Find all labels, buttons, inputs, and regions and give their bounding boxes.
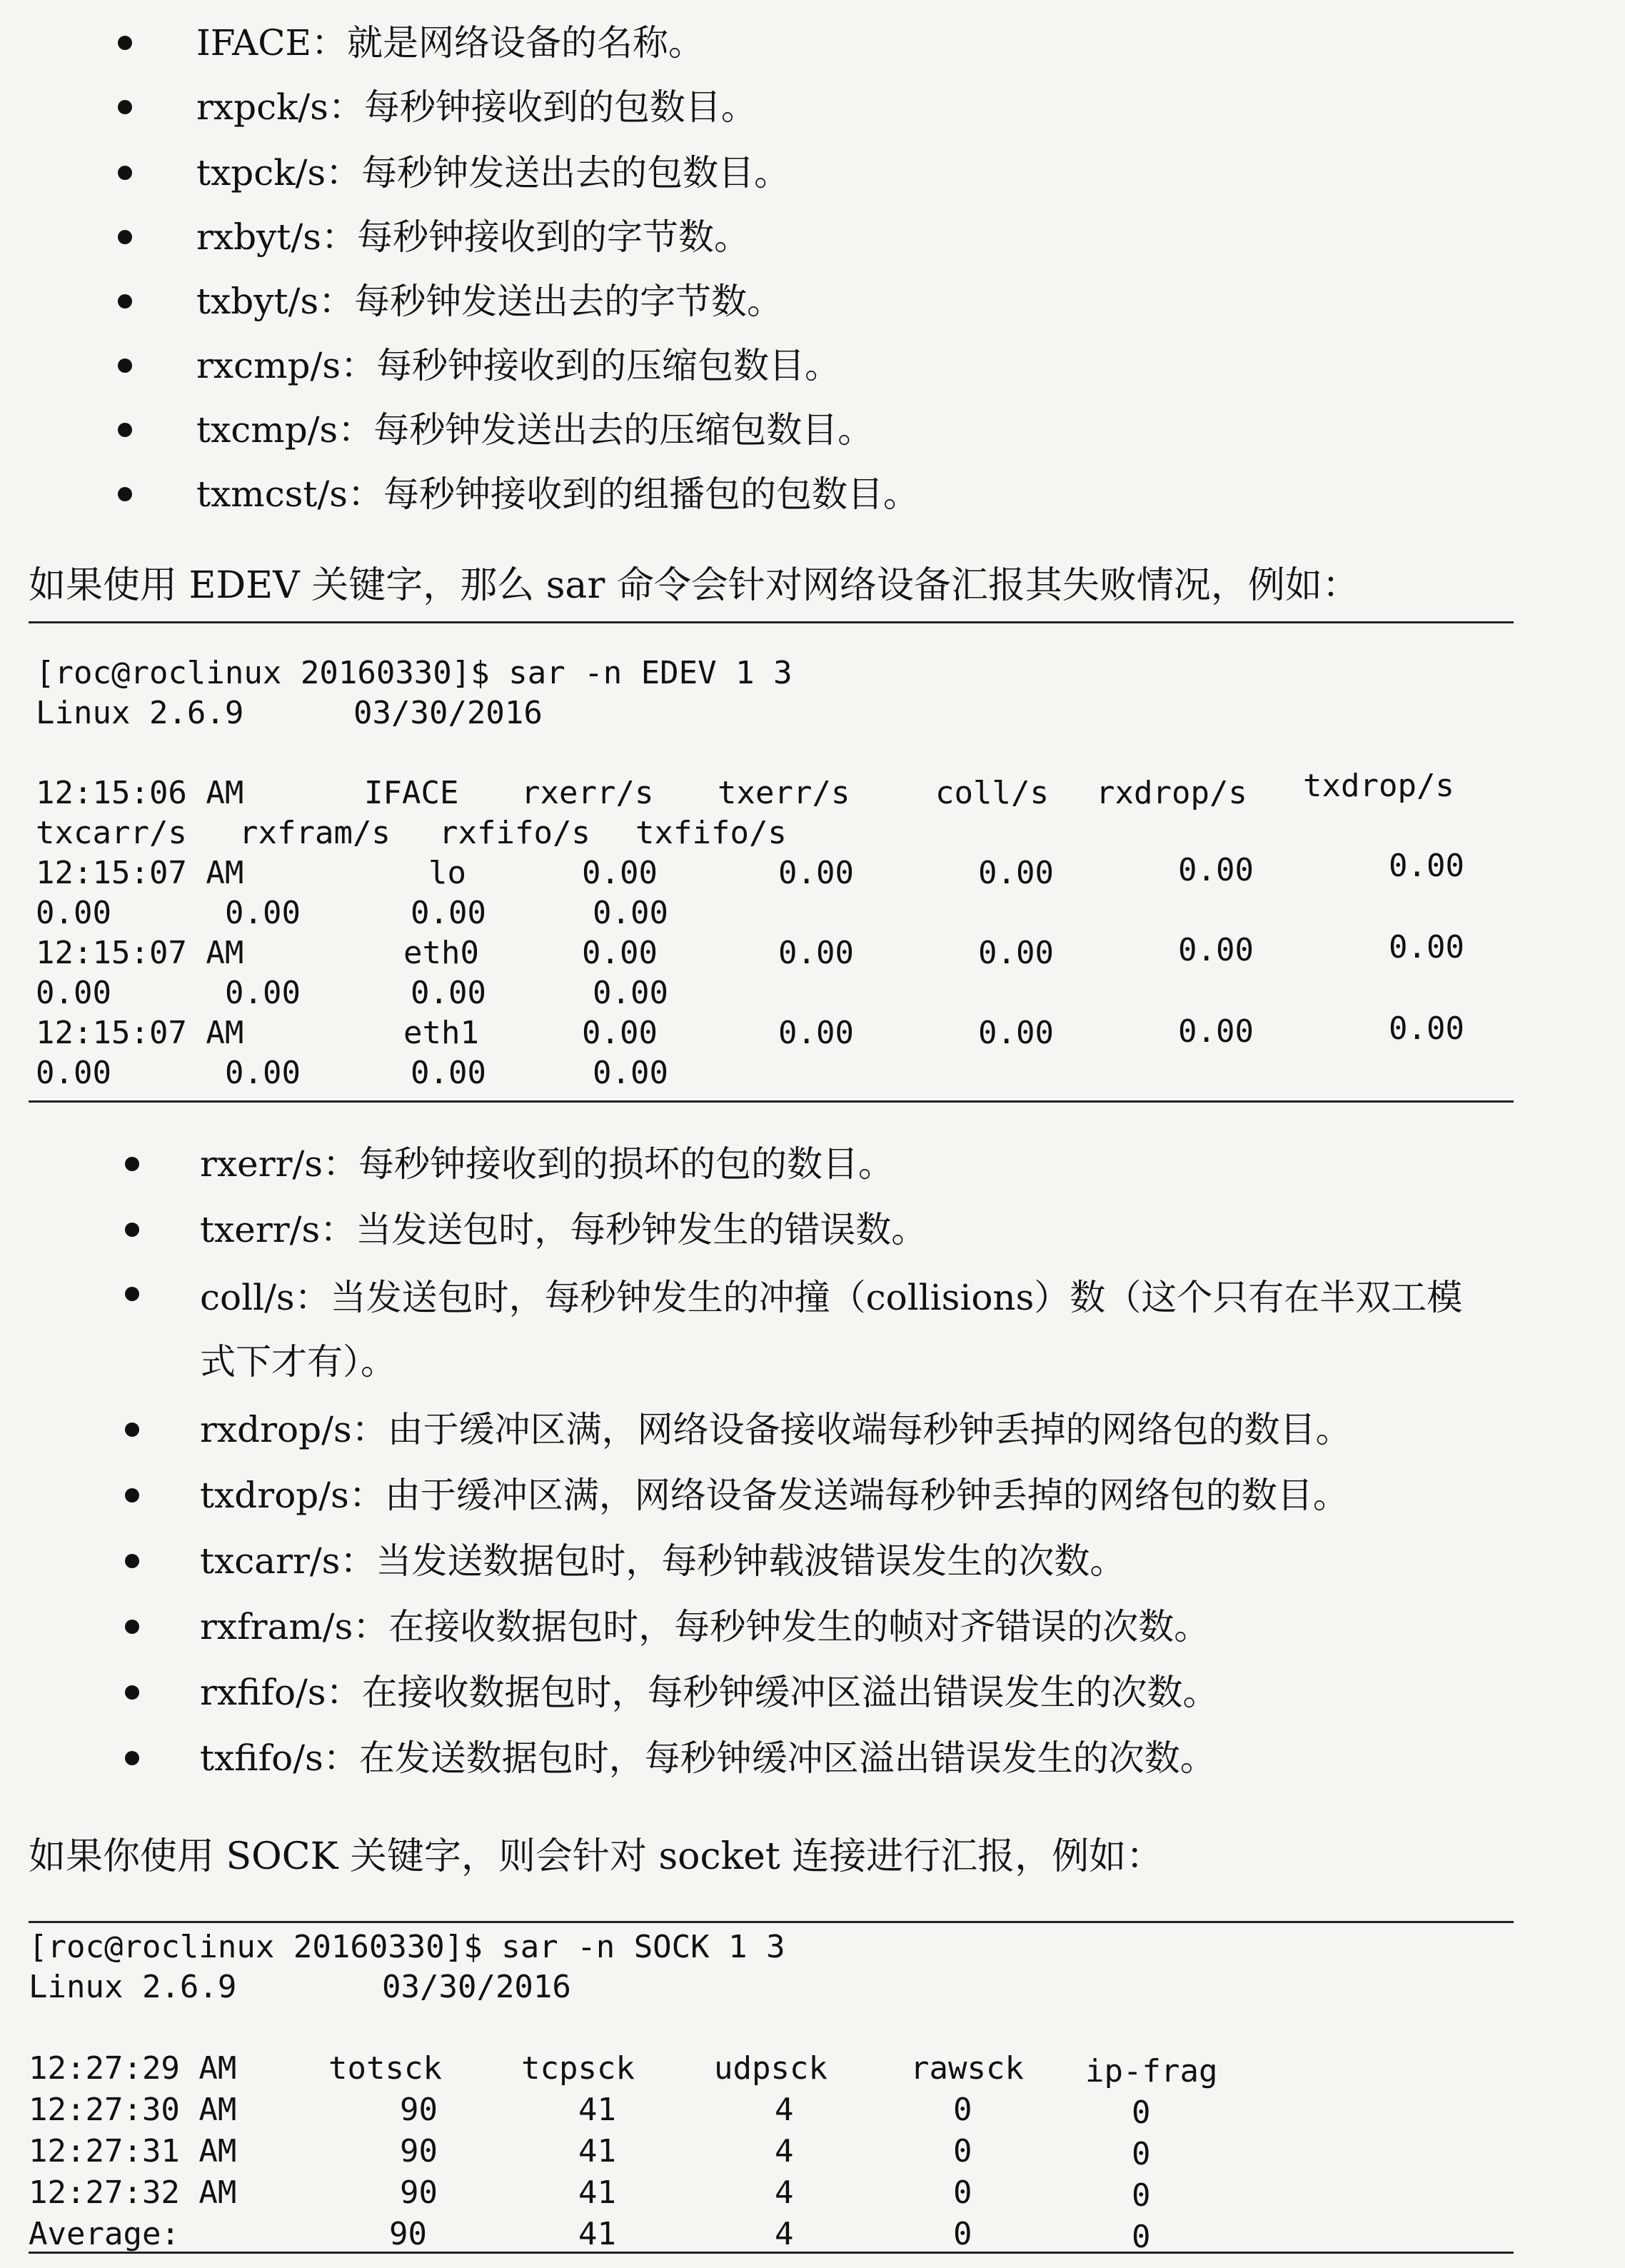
bullet-icon [125, 1488, 139, 1502]
field-desc: 当发送包时，每秒钟发生的错误数。 [356, 1209, 927, 1250]
field-desc: 每秒钟接收到的压缩包数目。 [376, 345, 841, 386]
field-desc: 由于缓冲区满，网络设备接收端每秒钟丢掉的网络包的数目。 [387, 1409, 1352, 1450]
field-desc: 每秒钟接收到的字节数。 [356, 216, 750, 258]
report-date: 03/30/2016 [353, 695, 543, 731]
field-term: txmcst/s [196, 473, 348, 515]
report-date: 03/30/2016 [382, 1969, 571, 2005]
sock-intro-paragraph: 如果你使用 SOCK 关键字，则会针对 socket 连接进行汇报，例如： [29, 1835, 1164, 1878]
value-cell: 4 [775, 2133, 794, 2169]
time-cell: 12:15:07 AM [36, 1015, 244, 1051]
field-desc: 就是网络设备的名称。 [346, 22, 704, 64]
sock-code-block [29, 1921, 1514, 2254]
table-row [29, 1010, 1514, 1053]
field-term: txbyt/s [196, 281, 319, 322]
header-cell: 12:27:29 AM [29, 2050, 237, 2087]
bullet-icon [125, 1287, 139, 1301]
value-cell: 0.00 [1178, 932, 1254, 968]
bullet-icon [118, 423, 132, 437]
bullet-icon [118, 294, 132, 308]
table-row [29, 2214, 1514, 2254]
bullet-icon [125, 1554, 139, 1568]
time-cell: Average: [29, 2216, 180, 2252]
value-cell: 0.00 [36, 975, 111, 1011]
table-row [29, 973, 1514, 1013]
field-desc: 每秒钟接收到的组播包的包数目。 [383, 473, 919, 515]
header-cell: ip-frag [1085, 2053, 1218, 2089]
value-cell: 90 [400, 2133, 438, 2169]
value-cell: 0.00 [778, 935, 854, 971]
header-cell: txdrop/s [1303, 768, 1454, 804]
table-row [29, 848, 1514, 893]
value-cell: 0 [953, 2133, 972, 2169]
field-term: rxfram/s [200, 1606, 353, 1647]
value-cell: 0.00 [225, 895, 301, 931]
field-desc: 每秒钟接收到的包数目。 [363, 86, 757, 128]
header-cell: txerr/s [718, 775, 850, 811]
field-desc: 当发送包时，每秒钟发生的冲撞（collisions）数（这个只有在半双工模式下才有）。 [200, 1277, 1463, 1383]
table-row [29, 929, 1514, 973]
field-desc: 在接收数据包时，每秒钟发生的帧对齐错误的次数。 [388, 1606, 1210, 1647]
bullet-icon [118, 358, 132, 373]
bullet-icon [125, 1223, 139, 1237]
value-cell: 0.00 [1178, 852, 1254, 888]
value-cell: 41 [578, 2092, 616, 2128]
field-term: txdrop/s [200, 1475, 349, 1516]
value-cell: 0.00 [1389, 1010, 1464, 1047]
system-name: Linux 2.6.9 [36, 695, 244, 731]
header-cell: rxdrop/s [1096, 775, 1247, 811]
header-cell: tcpsck [521, 2050, 635, 2087]
field-term: rxcmp/s [196, 345, 341, 386]
bullet-icon [125, 1685, 139, 1700]
header-cell: txfifo/s [635, 815, 787, 851]
system-info-line [29, 693, 1514, 733]
value-cell: 0.00 [1389, 929, 1464, 965]
bullet-icon [118, 36, 132, 50]
table-header-row [29, 768, 1514, 813]
header-cell: rawsck [910, 2050, 1024, 2087]
field-term: txcarr/s [200, 1540, 341, 1582]
bullet-icon [118, 487, 132, 501]
field-desc: 每秒钟发送出去的压缩包数目。 [373, 409, 874, 451]
header-cell: coll/s [935, 775, 1049, 811]
table-row [29, 1053, 1514, 1093]
value-cell: 0 [953, 2216, 972, 2252]
time-cell: 12:15:07 AM [36, 855, 244, 891]
iface-cell: eth0 [403, 935, 479, 971]
table-row [29, 2090, 1514, 2130]
field-term: rxbyt/s [196, 216, 321, 258]
value-cell: 0.00 [36, 1055, 111, 1091]
field-desc: 当发送数据包时，每秒钟载波错误发生的次数。 [376, 1540, 1126, 1582]
value-cell: 0.00 [978, 1015, 1054, 1051]
header-cell: txcarr/s [36, 815, 187, 851]
error-field-list: rxerr/s：每秒钟接收到的损坏的包的数目。 txerr/s：当发送包时，每秒钟发生的错误数。 coll/s：当发送包时，每秒钟发生的冲撞（collisions）数（这个只有在半双工模式下才有）。 rxdrop/s：由于缓冲区满，网络设备接收端每秒钟丢掉的网络包的数目。 txdrop/s：由于缓冲区满，网络设备发送端每秒钟丢掉的网络包的数目。 txcarr/s：当发送数据包时，每秒钟载波错误发生的次数。 rxfram/s：在接收数据包时，每秒钟发生的帧对齐错误的次数。 rxfifo/s：在接收数据包时，每秒钟缓冲区溢出错误发生的次数。 txfifo/s：在发送数据包时，每秒钟缓冲区溢出错误发生的次数。 [0, 1135, 1625, 1778]
value-cell: 0 [1132, 2136, 1151, 2172]
field-term: rxfifo/s [200, 1672, 326, 1713]
field-desc: 每秒钟发送出去的包数目。 [361, 152, 790, 194]
value-cell: 41 [578, 2216, 616, 2252]
value-cell: 0.00 [582, 935, 658, 971]
field-desc: 每秒钟发送出去的字节数。 [354, 281, 783, 322]
header-cell: IFACE [364, 775, 459, 811]
header-cell: udpsck [714, 2050, 827, 2087]
bullet-icon [125, 1422, 139, 1437]
header-cell: 12:15:06 AM [36, 775, 244, 811]
value-cell: 0.00 [593, 895, 668, 931]
header-cell: rxfram/s [239, 815, 391, 851]
iface-cell: lo [428, 855, 466, 891]
bullet-icon [118, 230, 132, 244]
time-cell: 12:27:31 AM [29, 2133, 237, 2169]
bullet-icon [118, 100, 132, 114]
value-cell: 0.00 [411, 1055, 486, 1091]
command-line: [roc@roclinux 20160330]$ sar -n EDEV 1 3 [36, 655, 793, 691]
table-header-row [29, 813, 1514, 853]
field-term: coll/s [200, 1277, 295, 1318]
edev-code-block [29, 621, 1514, 1103]
value-cell: 0.00 [36, 895, 111, 931]
value-cell: 0.00 [582, 855, 658, 891]
field-desc: 每秒钟接收到的损坏的包的数目。 [358, 1143, 894, 1185]
bullet-icon [125, 1157, 139, 1171]
field-desc: 在发送数据包时，每秒钟缓冲区溢出错误发生的次数。 [358, 1737, 1216, 1779]
field-term: txpck/s [196, 152, 326, 194]
header-cell: totsck [328, 2050, 442, 2087]
value-cell: 41 [578, 2133, 616, 2169]
network-field-list: IFACE：就是网络设备的名称。 rxpck/s：每秒钟接收到的包数目。 txpck/s：每秒钟发送出去的包数目。 rxbyt/s：每秒钟接收到的字节数。 txbyt/s：每秒钟发送出去的字节数。 rxcmp/s：每秒钟接收到的压缩包数目。 txcmp/s：每秒钟发送出去的压缩包数目。 txmcst/s：每秒钟接收到的组播包的包数目。 [0, 14, 1625, 514]
value-cell: 0.00 [778, 855, 854, 891]
value-cell: 90 [400, 2174, 438, 2211]
value-cell: 0.00 [582, 1015, 658, 1051]
time-cell: 12:27:30 AM [29, 2092, 237, 2128]
value-cell: 0 [953, 2092, 972, 2128]
system-name: Linux 2.6.9 [29, 1969, 237, 2005]
header-cell: rxfifo/s [439, 815, 590, 851]
value-cell: 0.00 [225, 1055, 301, 1091]
field-desc: 在接收数据包时，每秒钟缓冲区溢出错误发生的次数。 [361, 1672, 1219, 1713]
field-term: txfifo/s [200, 1737, 323, 1779]
value-cell: 41 [578, 2174, 616, 2211]
command-line: [roc@roclinux 20160330]$ sar -n SOCK 1 3 [29, 1929, 785, 1965]
value-cell: 0.00 [1178, 1013, 1254, 1050]
field-term: rxdrop/s [200, 1409, 352, 1450]
value-cell: 0 [953, 2174, 972, 2211]
value-cell: 0.00 [978, 935, 1054, 971]
table-row [29, 2173, 1514, 2213]
field-term: rxpck/s [196, 86, 328, 128]
value-cell: 0.00 [778, 1015, 854, 1051]
field-desc: 由于缓冲区满，网络设备发送端每秒钟丢掉的网络包的数目。 [384, 1475, 1349, 1516]
value-cell: 0 [1132, 2094, 1151, 2131]
edev-intro-paragraph: 如果使用 EDEV 关键字，那么 sar 命令会针对网络设备汇报其失败情况，例如： [29, 564, 1359, 607]
value-cell: 0 [1132, 2219, 1151, 2255]
value-cell: 90 [400, 2092, 438, 2128]
value-cell: 0 [1132, 2177, 1151, 2214]
time-cell: 12:15:07 AM [36, 935, 244, 971]
value-cell: 90 [389, 2216, 427, 2252]
iface-cell: eth1 [403, 1015, 479, 1051]
table-header-row [29, 2049, 1514, 2089]
system-info-line [29, 1967, 1514, 2007]
field-term: rxerr/s [200, 1143, 323, 1185]
header-cell: rxerr/s [521, 775, 654, 811]
bullet-icon [125, 1751, 139, 1765]
value-cell: 4 [775, 2216, 794, 2252]
value-cell: 4 [775, 2092, 794, 2128]
value-cell: 0.00 [978, 855, 1054, 891]
value-cell: 0.00 [411, 895, 486, 931]
field-term: txerr/s [200, 1209, 321, 1250]
value-cell: 0.00 [593, 1055, 668, 1091]
value-cell: 0.00 [411, 975, 486, 1011]
value-cell: 0.00 [593, 975, 668, 1011]
table-row [29, 893, 1514, 933]
table-row [29, 2132, 1514, 2172]
bullet-icon [125, 1620, 139, 1634]
value-cell: 0.00 [1389, 848, 1464, 884]
value-cell: 4 [775, 2174, 794, 2211]
value-cell: 0.00 [225, 975, 301, 1011]
bullet-icon [118, 166, 132, 180]
field-term: IFACE [196, 22, 311, 64]
time-cell: 12:27:32 AM [29, 2174, 237, 2211]
field-term: txcmp/s [196, 409, 338, 451]
